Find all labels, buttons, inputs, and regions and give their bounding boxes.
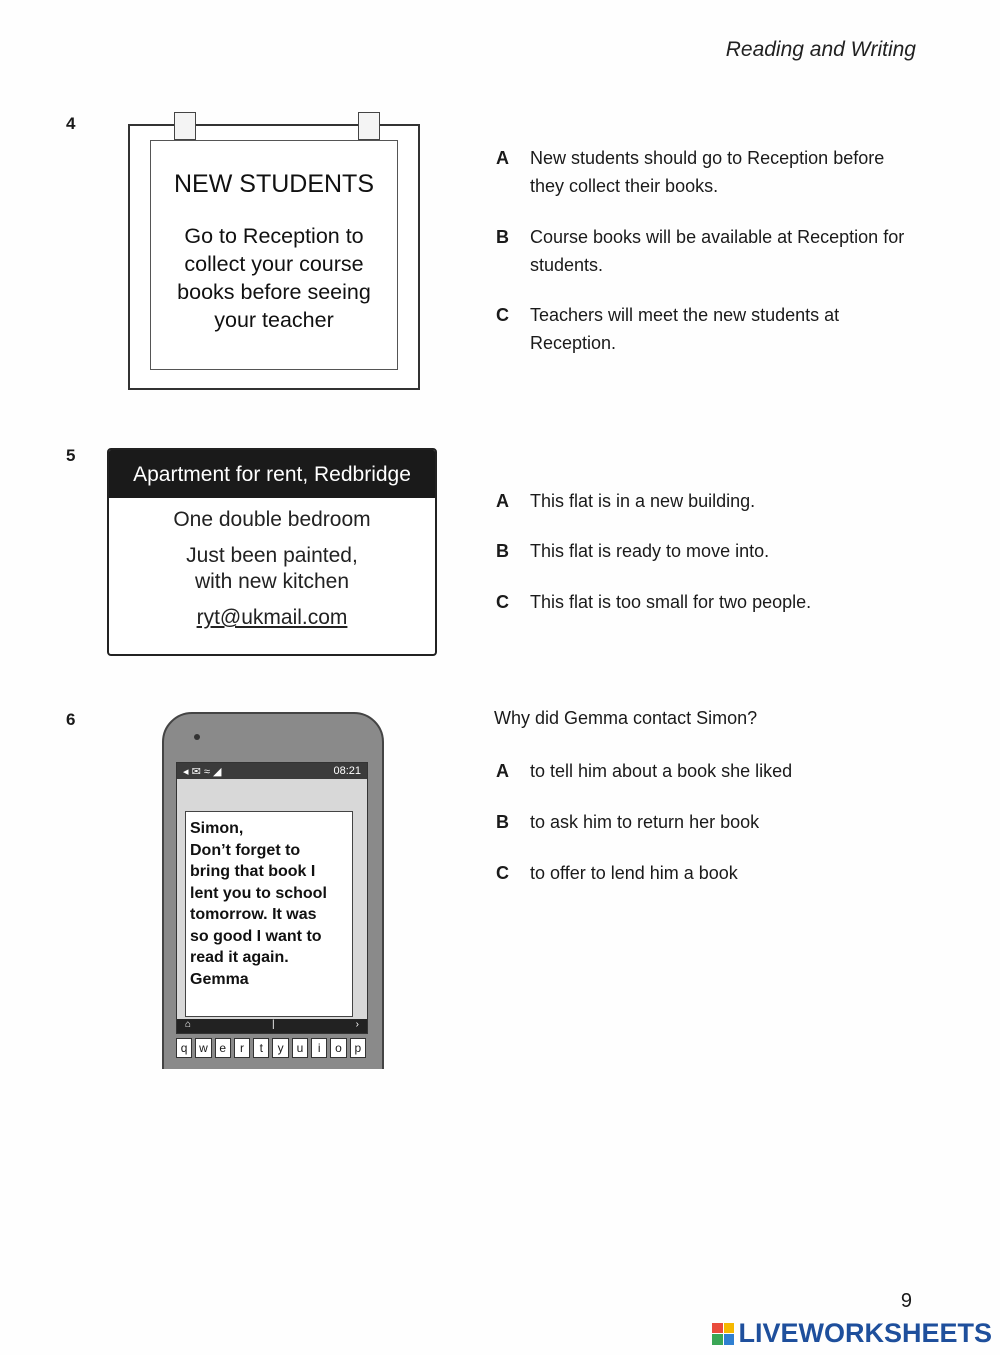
notice-text <box>138 222 410 334</box>
q6-option-a[interactable] <box>496 757 920 785</box>
question-number-4: 4 <box>66 114 76 133</box>
key: u <box>292 1038 308 1058</box>
q4-option-b[interactable] <box>496 223 920 279</box>
phone-illustration <box>162 712 384 1116</box>
cursor-icon: | <box>272 1019 275 1030</box>
message-line: so good I want to <box>190 927 322 945</box>
keyboard-row <box>176 1038 366 1058</box>
notice-sign <box>128 124 420 390</box>
option-text: Course books will be available at Reception for students. <box>530 227 905 275</box>
option-text: New students should go to Reception before they collect their books. <box>530 148 885 196</box>
option-letter: C <box>496 592 509 612</box>
q6-question: Why did Gemma contact Simon? <box>494 708 758 728</box>
advert-bedroom: One double bedroom <box>173 508 371 531</box>
notice-line: collect your course <box>184 252 364 276</box>
q5-option-b[interactable] <box>496 537 920 565</box>
key: r <box>234 1038 250 1058</box>
advert-header: Apartment for rent, Redbridge <box>109 450 435 498</box>
advert-email-link[interactable]: ryt@ukmail.com <box>196 606 348 629</box>
q5-option-c[interactable] <box>496 588 920 616</box>
message-line: bring that book I <box>190 863 316 880</box>
option-letter: A <box>496 761 509 781</box>
notice-title: NEW STUDENTS <box>174 170 374 198</box>
q5-option-a[interactable] <box>496 487 920 515</box>
q6-option-c[interactable] <box>496 859 920 887</box>
key: y <box>272 1038 288 1058</box>
q6-option-b[interactable] <box>496 808 920 836</box>
home-icon: ⌂ <box>185 1019 192 1030</box>
keyboard-toolbar <box>177 1019 367 1033</box>
phone-crop-mask <box>150 1069 400 1129</box>
question-number-5: 5 <box>66 446 76 465</box>
logo-text: LIVEWORKSHEETS <box>738 1318 992 1348</box>
option-letter: B <box>496 227 509 247</box>
option-text: to offer to lend him a book <box>530 863 738 883</box>
notice-line: Go to Reception to <box>184 224 364 248</box>
key: q <box>176 1038 192 1058</box>
message-line: tomorrow. It was <box>190 906 317 923</box>
option-text: This flat is in a new building. <box>530 491 756 511</box>
option-text: to ask him to return her book <box>530 812 760 832</box>
option-text: Teachers will meet the new students at Reception. <box>530 305 840 353</box>
tape-left <box>174 112 196 140</box>
key: o <box>330 1038 346 1058</box>
message-line: Gemma <box>190 970 249 988</box>
message-line: read it again. <box>190 949 289 966</box>
tape-right <box>358 112 380 140</box>
message-line: Don’t forget to <box>190 841 301 859</box>
key: e <box>215 1038 231 1058</box>
liveworksheets-logo[interactable] <box>712 1318 992 1349</box>
key: p <box>350 1038 366 1058</box>
key: w <box>195 1038 211 1058</box>
status-icons: ◂ ✉ ≈ ◢ <box>183 765 222 778</box>
q4-option-c[interactable] <box>496 301 920 357</box>
option-letter: A <box>496 148 509 168</box>
status-bar <box>177 763 367 779</box>
option-text: This flat is ready to move into. <box>530 541 770 561</box>
notice-line: books before seeing <box>177 280 371 304</box>
notice-line: your teacher <box>214 308 334 332</box>
advert-kitchen: with new kitchen <box>194 570 350 593</box>
apartment-advert <box>107 448 437 656</box>
q4-option-a[interactable] <box>496 144 920 200</box>
camera-icon <box>194 734 200 740</box>
phone-screen <box>176 762 368 1034</box>
option-letter: B <box>496 541 509 561</box>
option-letter: A <box>496 491 509 511</box>
advert-painted: Just been painted, <box>186 544 358 567</box>
text-message <box>185 811 353 1017</box>
message-line: lent you to school <box>190 884 327 902</box>
option-letter: C <box>496 863 509 883</box>
page-number: 9 <box>900 1290 912 1312</box>
liveworksheets-logo-icon <box>712 1323 734 1345</box>
option-letter: C <box>496 305 509 325</box>
question-number-6: 6 <box>66 710 76 729</box>
message-line: Simon, <box>190 820 244 837</box>
option-text: This flat is too small for two people. <box>530 592 812 612</box>
section-header: Reading and Writing <box>725 38 916 61</box>
chevron-right-icon: › <box>355 1019 359 1030</box>
phone-time: 08:21 <box>333 765 361 777</box>
option-letter: B <box>496 812 509 832</box>
key: i <box>311 1038 327 1058</box>
option-text: to tell him about a book she liked <box>530 761 793 781</box>
key: t <box>253 1038 269 1058</box>
